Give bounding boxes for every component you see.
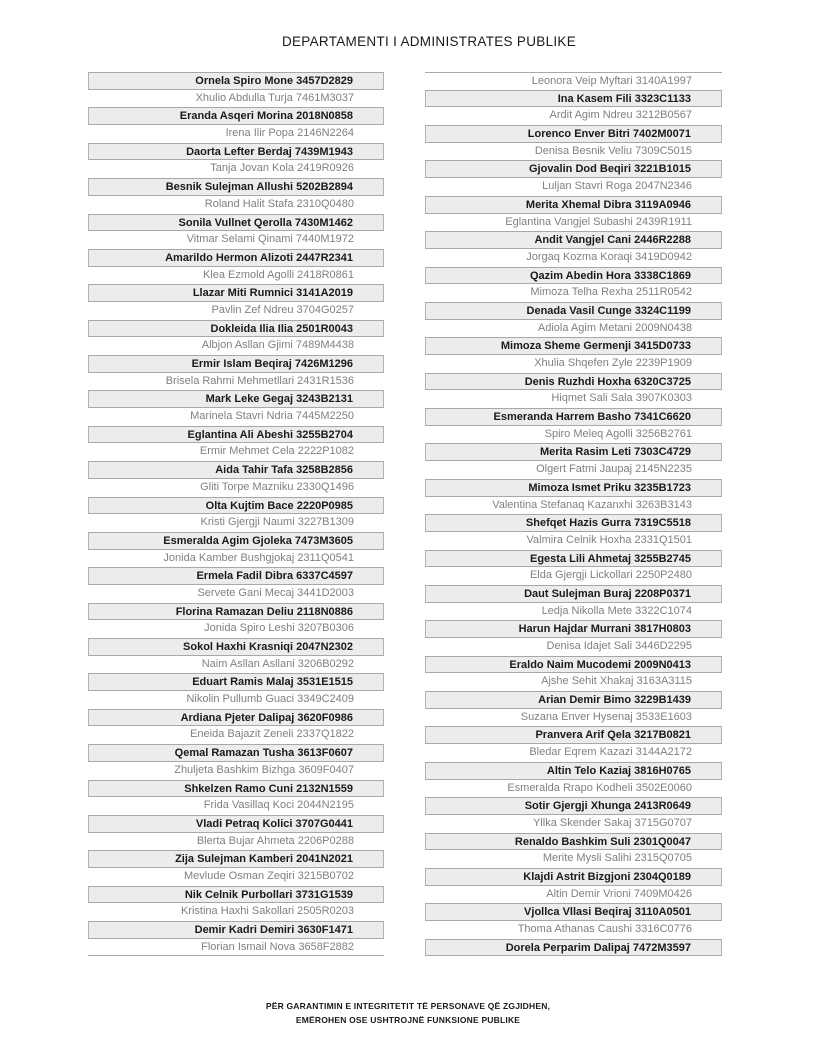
person-list-item: Vjollca Vllasi Beqiraj 3110A0501	[425, 903, 722, 921]
person-list-item: Adiola Agim Metani 2009N0438	[425, 320, 722, 338]
person-list-item: Dorela Perparim Dalipaj 7472M3597	[425, 939, 722, 957]
person-list-item: Ajshe Sehit Xhakaj 3163A3115	[425, 673, 722, 691]
person-list-item: Ermir Mehmet Cela 2222P1082	[88, 443, 384, 461]
person-list-item: Denisa Besnik Veliu 7309C5015	[425, 143, 722, 161]
person-list-item: Esmeralda Rrapo Kodheli 3502E0060	[425, 780, 722, 798]
person-list-item: Olta Kujtim Bace 2220P0985	[88, 497, 384, 515]
person-list-item: Esmeranda Harrem Basho 7341C6620	[425, 408, 722, 426]
person-list-item: Eglantina Vangjel Subashi 2439R1911	[425, 214, 722, 232]
person-list-item: Sokol Haxhi Krasniqi 2047N2302	[88, 638, 384, 656]
person-list-item: Gjovalin Dod Beqiri 3221B1015	[425, 160, 722, 178]
person-list-item: Leonora Veip Myftari 3140A1997	[425, 72, 722, 90]
person-list-item: Denis Ruzhdi Hoxha 6320C3725	[425, 373, 722, 391]
person-list-item: Llazar Miti Rumnici 3141A2019	[88, 284, 384, 302]
person-list-item: Harun Hajdar Murrani 3817H0803	[425, 620, 722, 638]
person-list-item: Eranda Asqeri Morina 2018N0858	[88, 107, 384, 125]
person-list-item: Besnik Sulejman Allushi 5202B2894	[88, 178, 384, 196]
person-list-item: Renaldo Bashkim Suli 2301Q0047	[425, 833, 722, 851]
person-list-item: Xhulio Abdulla Turja 7461M3037	[88, 90, 384, 108]
page-title: DEPARTAMENTI I ADMINISTRATES PUBLIKE	[281, 34, 577, 49]
person-list-item: Klea Ezmold Agolli 2418R0861	[88, 267, 384, 285]
person-list-item: Hiqmet Sali Sala 3907K0303	[425, 390, 722, 408]
person-list-item: Thoma Athanas Caushi 3316C0776	[425, 921, 722, 939]
person-list-item: Valmira Celnik Hoxha 2331Q1501	[425, 532, 722, 550]
person-list-item: Ermir Islam Beqiraj 7426M1296	[88, 355, 384, 373]
person-list-item: Arian Demir Bimo 3229B1439	[425, 691, 722, 709]
person-list-item: Mimoza Telha Rexha 2511R0542	[425, 284, 722, 302]
person-list-item: Spiro Meleq Agolli 3256B2761	[425, 426, 722, 444]
person-list-item: Jonida Spiro Leshi 3207B0306	[88, 620, 384, 638]
person-list-item: Mimoza Sheme Germenji 3415D0733	[425, 337, 722, 355]
person-list-item: Sotir Gjergji Xhunga 2413R0649	[425, 797, 722, 815]
person-list-item: Suzana Enver Hysenaj 3533E1603	[425, 709, 722, 727]
person-list-item: Irena Ilir Popa 2146N2264	[88, 125, 384, 143]
person-list-item: Zija Sulejman Kamberi 2041N2021	[88, 850, 384, 868]
person-list-item: Ermela Fadil Dibra 6337C4597	[88, 567, 384, 585]
person-list-item: Vitmar Selami Qinami 7440M1972	[88, 231, 384, 249]
person-list-item: Lorenco Enver Bitri 7402M0071	[425, 125, 722, 143]
footer-line-1: PËR GARANTIMIN E INTEGRITETIT TË PERSONAVE QË ZGJIDHEN,	[265, 1001, 551, 1011]
person-list-item: Merita Xhemal Dibra 3119A0946	[425, 196, 722, 214]
person-list-item: Jonida Kamber Bushgjokaj 2311Q0541	[88, 550, 384, 568]
footer-line-2: EMËROHEN OSE USHTROJNË FUNKSIONE PUBLIKE	[295, 1015, 521, 1025]
person-list-item: Dokleida Ilia Ilia 2501R0043	[88, 320, 384, 338]
person-list-item: Florian Ismail Nova 3658F2882	[88, 939, 384, 957]
person-list-item: Egesta Lili Ahmetaj 3255B2745	[425, 550, 722, 568]
person-list-item: Aida Tahir Tafa 3258B2856	[88, 461, 384, 479]
person-list-item: Denada Vasil Cunge 3324C1199	[425, 302, 722, 320]
person-list-item: Andit Vangjel Cani 2446R2288	[425, 231, 722, 249]
person-list-item: Blerta Bujar Ahmeta 2206P0288	[88, 833, 384, 851]
person-list-item: Vladi Petraq Kolici 3707G0441	[88, 815, 384, 833]
person-list-item: Valentina Stefanaq Kazanxhi 3263B3143	[425, 497, 722, 515]
person-list-item: Eraldo Naim Mucodemi 2009N0413	[425, 656, 722, 674]
person-list-item: Albjon Asllan Gjimi 7489M4438	[88, 337, 384, 355]
person-list-item: Yllka Skender Sakaj 3715G0707	[425, 815, 722, 833]
person-list-item: Ornela Spiro Mone 3457D2829	[88, 72, 384, 90]
person-list-item: Altin Telo Kaziaj 3816H0765	[425, 762, 722, 780]
person-list-item: Frida Vasillaq Koci 2044N2195	[88, 797, 384, 815]
person-list-item: Esmeralda Agim Gjoleka 7473M3605	[88, 532, 384, 550]
name-list-columns	[88, 72, 722, 956]
person-list-item: Shefqet Hazis Gurra 7319C5518	[425, 514, 722, 532]
person-list-item: Florina Ramazan Deliu 2118N0886	[88, 603, 384, 621]
person-list-item: Nikolin Pullumb Guaci 3349C2409	[88, 691, 384, 709]
person-list-item: Qazim Abedin Hora 3338C1869	[425, 267, 722, 285]
name-column-left	[88, 72, 384, 956]
person-list-item: Zhuljeta Bashkim Bizhga 3609F0407	[88, 762, 384, 780]
person-list-item: Qemal Ramazan Tusha 3613F0607	[88, 744, 384, 762]
person-list-item: Ardiana Pjeter Dalipaj 3620F0986	[88, 709, 384, 727]
person-list-item: Amarildo Hermon Alizoti 2447R2341	[88, 249, 384, 267]
person-list-item: Bledar Eqrem Kazazi 3144A2172	[425, 744, 722, 762]
name-column-right	[425, 72, 722, 956]
person-list-item: Tanja Jovan Kola 2419R0926	[88, 160, 384, 178]
person-list-item: Pranvera Arif Qela 3217B0821	[425, 726, 722, 744]
person-list-item: Brisela Rahmi Mehmetllari 2431R1536	[88, 373, 384, 391]
person-list-item: Pavlin Zef Ndreu 3704G0257	[88, 302, 384, 320]
person-list-item: Kristi Gjergji Naumi 3227B1309	[88, 514, 384, 532]
person-list-item: Merite Mysli Salihi 2315Q0705	[425, 850, 722, 868]
person-list-item: Ardit Agim Ndreu 3212B0567	[425, 107, 722, 125]
person-list-item: Eglantina Ali Abeshi 3255B2704	[88, 426, 384, 444]
person-list-item: Jorgaq Kozma Koraqi 3419D0942	[425, 249, 722, 267]
person-list-item: Eduart Ramis Malaj 3531E1515	[88, 673, 384, 691]
person-list-item: Altin Demir Vrioni 7409M0426	[425, 886, 722, 904]
person-list-item: Roland Halit Stafa 2310Q0480	[88, 196, 384, 214]
page-footer	[0, 999, 816, 1027]
person-list-item: Luljan Stavri Roga 2047N2346	[425, 178, 722, 196]
person-list-item: Ledja Nikolla Mete 3322C1074	[425, 603, 722, 621]
person-list-item: Nik Celnik Purbollari 3731G1539	[88, 886, 384, 904]
person-list-item: Olgert Fatmi Jaupaj 2145N2235	[425, 461, 722, 479]
person-list-item: Kristina Haxhi Sakollari 2505R0203	[88, 903, 384, 921]
person-list-item: Xhulia Shqefen Zyle 2239P1909	[425, 355, 722, 373]
person-list-item: Elda Gjergji Lickollari 2250P2480	[425, 567, 722, 585]
person-list-item: Klajdi Astrit Bizgjoni 2304Q0189	[425, 868, 722, 886]
person-list-item: Mevlude Osman Zeqiri 3215B0702	[88, 868, 384, 886]
person-list-item: Daut Sulejman Buraj 2208P0371	[425, 585, 722, 603]
person-list-item: Merita Rasim Leti 7303C4729	[425, 443, 722, 461]
person-list-item: Gliti Torpe Mazniku 2330Q1496	[88, 479, 384, 497]
person-list-item: Mimoza Ismet Priku 3235B1723	[425, 479, 722, 497]
person-list-item: Ina Kasem Fili 3323C1133	[425, 90, 722, 108]
person-list-item: Denisa Idajet Sali 3446D2295	[425, 638, 722, 656]
person-list-item: Shkelzen Ramo Cuni 2132N1559	[88, 780, 384, 798]
person-list-item: Marinela Stavri Ndria 7445M2250	[88, 408, 384, 426]
person-list-item: Eneida Bajazit Zeneli 2337Q1822	[88, 726, 384, 744]
person-list-item: Naim Asllan Asllani 3206B0292	[88, 656, 384, 674]
person-list-item: Sonila Vullnet Qerolla 7430M1462	[88, 214, 384, 232]
person-list-item: Demir Kadri Demiri 3630F1471	[88, 921, 384, 939]
person-list-item: Mark Leke Gegaj 3243B2131	[88, 390, 384, 408]
person-list-item: Daorta Lefter Berdaj 7439M1943	[88, 143, 384, 161]
person-list-item: Servete Gani Mecaj 3441D2003	[88, 585, 384, 603]
